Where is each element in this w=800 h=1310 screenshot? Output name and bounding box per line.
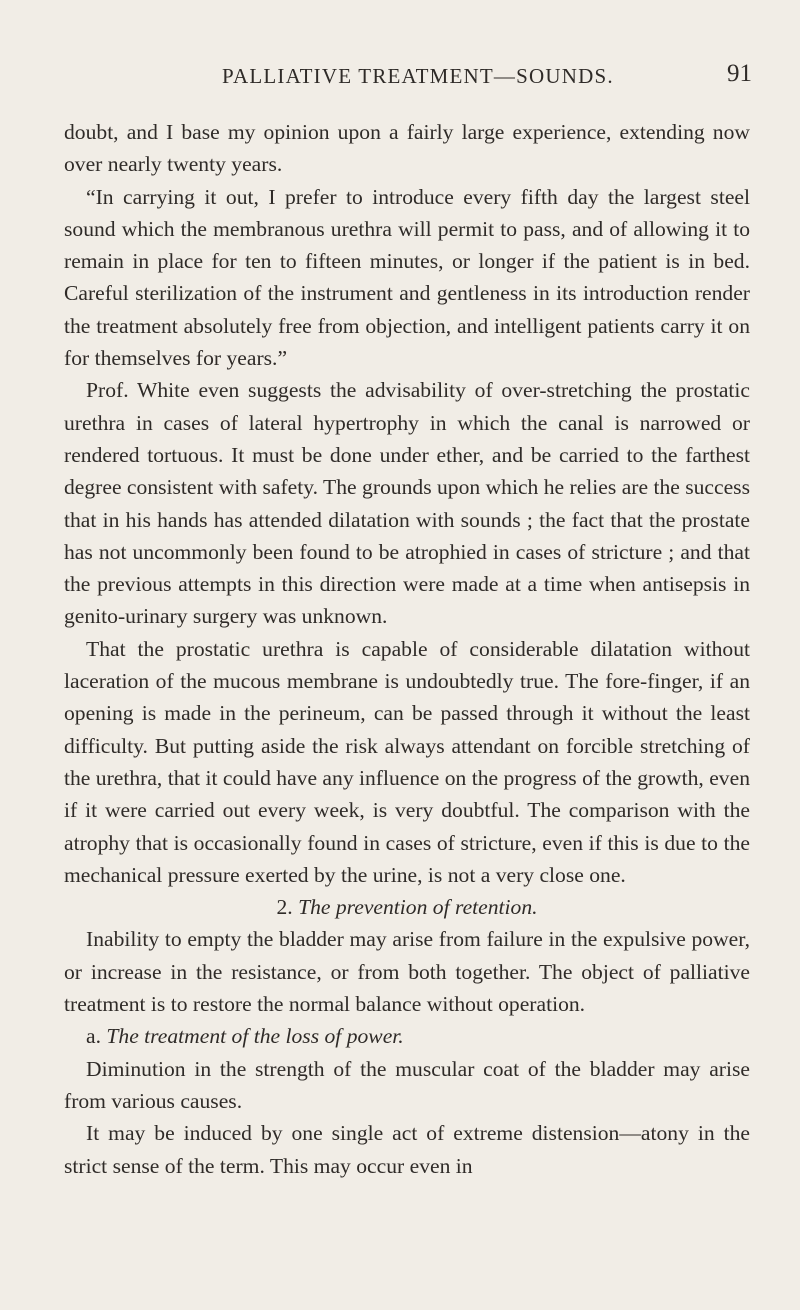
section-number: 2.	[276, 895, 293, 920]
section-title: The prevention of retention.	[298, 895, 538, 920]
paragraph: Inability to empty the bladder may arise from failure in the expulsive power, or increase in the resistance, or from both together. The object of palliative treatment is to restore the normal balance without operation.	[64, 927, 750, 1017]
paragraph: “In carrying it out, I prefer to introduce every fifth day the largest steel sound which the membranous urethra will permit to pass, and of allowing it to remain in place for ten to fifteen minutes, or longer if the patient is in bed. Careful sterilization of the instrument and gentleness in its introduction render the treatment absolutely free from objection, and intelligent patients carry it on for themselves for years.”	[64, 184, 750, 371]
page-number: 91	[727, 60, 752, 87]
subsection-label: a.	[86, 1024, 101, 1049]
running-header	[222, 60, 752, 96]
paragraph: doubt, and I base my opinion upon a fairly large experience, extending now over nearly twenty years.	[64, 120, 750, 177]
body-text	[64, 116, 750, 1182]
subsection-heading	[64, 1020, 750, 1052]
section-heading	[64, 891, 750, 923]
paragraph: Prof. White even suggests the advisability of over-stretching the prostatic urethra in cases of lateral hypertrophy in which the canal is narrowed or rendered tortuous. It must be done under ether, and be carried to the farthest degree consistent with safety. The grounds upon which he relies are the success that in his hands has attended dilatation with sounds ; the fact that the prostate has not uncommonly been found to be atrophied in cases of stricture ; and that the previous attempts in this direction were made at a time when antisepsis in genito-urinary surgery was unknown.	[64, 378, 750, 629]
running-title: PALLIATIVE TREATMENT—SOUNDS.	[222, 64, 614, 88]
paragraph: That the prostatic urethra is capable of considerable dilatation without laceration of the mucous membrane is undoubtedly true. The fore-finger, if an opening is made in the perineum, can be passed through it without the least difficulty. But putting aside the risk always attendant on forcible stretching of the urethra, that it could have any influence on the progress of the growth, even if it were carried out every week, is very doubtful. The comparison with the atrophy that is occasionally found in cases of stricture, even if this is due to the mechanical pressure exerted by the urine, is not a very close one.	[64, 636, 750, 887]
subsection-title: The treatment of the loss of power.	[106, 1024, 404, 1049]
paragraph: It may be induced by one single act of extreme distension—atony in the strict sense of the term. This may occur even in	[64, 1121, 750, 1178]
paragraph: Diminution in the strength of the muscular coat of the bladder may arise from various causes.	[64, 1056, 750, 1113]
